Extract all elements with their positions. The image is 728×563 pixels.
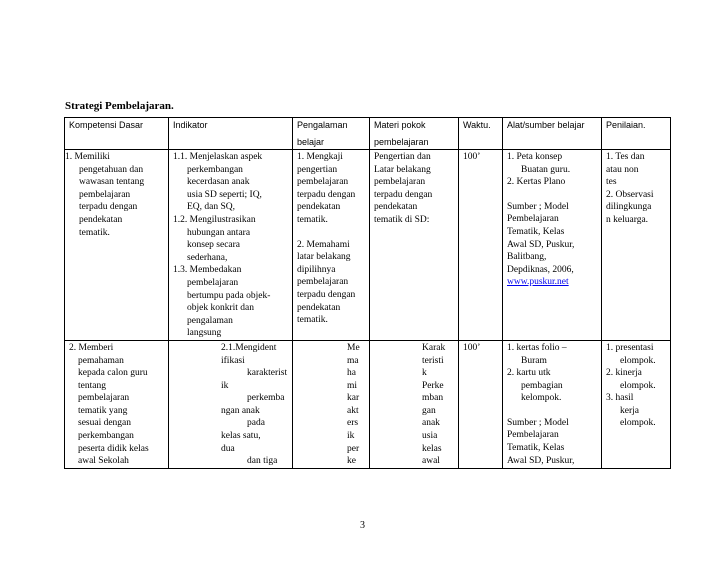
cell-line: pendekatan (297, 202, 341, 213)
cell-line: awal (422, 456, 440, 467)
cell-line: karakterist (247, 368, 288, 379)
row1-materi (370, 150, 459, 341)
cell-line: kerja (620, 405, 639, 416)
cell-line: pendekatan (79, 214, 123, 225)
strategy-table (64, 117, 671, 469)
cell-line: pembelajaran (187, 277, 239, 288)
cell-line: hubungan antara (187, 227, 251, 238)
row2-indikator (169, 340, 293, 468)
header-kompetensi: Kompetensi Dasar (65, 118, 169, 150)
cell-line: teristi (422, 355, 444, 366)
cell-line: Pembelajaran (507, 214, 559, 225)
cell-line: Sumber ; Model (507, 417, 569, 428)
cell-line: sederhana, (187, 252, 228, 263)
cell-line: Latar belakang (374, 164, 431, 175)
cell-line: pembelajaran (374, 177, 426, 188)
cell-line: pembagian (521, 380, 563, 391)
section-heading: Strategi Pembelajaran. (65, 100, 174, 112)
cell-line: 2.1.Mengident (221, 342, 277, 353)
cell-line: dua (221, 443, 235, 454)
header-waktu: Waktu. (459, 118, 503, 150)
row1-pengalaman (293, 150, 370, 341)
cell-line: Karak (422, 342, 446, 353)
row1-alat (503, 150, 602, 341)
cell-line: Tematik, Kelas (507, 443, 565, 454)
cell-line: Me (347, 342, 360, 353)
cell-line: ik (347, 431, 355, 442)
cell-line: 1. Peta konsep (507, 152, 563, 162)
cell-line: 1.3. Membedakan (173, 265, 242, 276)
table-header-row (65, 118, 671, 150)
cell-line: 3. hasil (606, 393, 634, 404)
cell-line: usia (422, 431, 438, 442)
cell-line: perkembangan (78, 431, 134, 442)
cell-line: kelas (422, 443, 442, 454)
cell-line: 1.1. Menjelaskan aspek (173, 152, 263, 162)
cell-line: Awal SD, Puskur, (507, 239, 575, 250)
cell-line: pengertian (297, 164, 338, 175)
cell-line: tematik yang (78, 405, 128, 416)
cell-line: elompok. (620, 418, 656, 429)
cell-line: kelas satu, (221, 431, 261, 442)
cell-line: pengalaman (187, 315, 233, 326)
row2-kompetensi (65, 340, 169, 468)
cell-line: latar belakang (297, 252, 351, 263)
cell-line: Buatan guru. (521, 164, 571, 175)
cell-line: langsung (187, 328, 222, 339)
cell-spacer (297, 227, 365, 239)
cell-line: 1.2. Mengilustrasikan (173, 214, 256, 225)
cell-line: ngan anak (221, 405, 260, 416)
cell-line: pendekatan (297, 302, 341, 313)
cell-line: Depdiknas, 2006, (507, 264, 574, 275)
cell-line: n keluarga. (606, 214, 649, 225)
cell-line: 2. kartu utk (507, 368, 551, 379)
cell-line: pembelajaran (79, 189, 131, 200)
cell-spacer (507, 405, 597, 417)
header-penilaian: Penilaian. (602, 118, 671, 150)
cell-line: pendekatan (374, 202, 418, 213)
row1-indikator (169, 150, 293, 341)
cell-line: Sumber ; Model (507, 201, 569, 212)
page-number: 3 (360, 520, 365, 531)
cell-line: kepada calon guru (78, 368, 148, 379)
cell-line: terpadu dengan (79, 202, 138, 213)
cell-line: Awal SD, Puskur, (507, 455, 575, 466)
header-line: belajar (297, 137, 325, 147)
row2-pengalaman (293, 340, 370, 468)
cell-line: wawasan tentang (79, 177, 145, 188)
cell-line: konsep secara (187, 240, 241, 251)
cell-line: 1. Mengkaji (297, 152, 343, 162)
cell-line: Balitbang, (507, 252, 547, 263)
cell-line: atau non (606, 164, 639, 175)
cell-line: ke (347, 456, 356, 467)
cell-line: dan tiga (247, 456, 278, 467)
table-row (65, 150, 671, 341)
puskur-link[interactable]: www.puskur.net (507, 277, 569, 288)
cell-line: perkembangan (187, 164, 243, 175)
cell-line: tematik. (297, 315, 328, 326)
cell-line: tematik. (79, 227, 110, 238)
header-line: pembelajaran (374, 137, 429, 147)
cell-line: awal Sekolah (78, 456, 129, 467)
cell-line: 2. Observasi (606, 189, 654, 200)
row2-materi (370, 340, 459, 468)
cell-line: ers (347, 418, 359, 429)
cell-line: 1. presentasi (606, 342, 654, 353)
cell-line: 2. Memberi (69, 342, 114, 353)
cell-line: per (347, 443, 360, 454)
cell-line: gan (422, 405, 436, 416)
row2-penilaian (602, 340, 671, 468)
cell-line: EQ, dan SQ, (187, 202, 236, 213)
cell-line: ifikasi (221, 355, 245, 366)
cell-line: ik (221, 380, 229, 391)
cell-line: tematik. (297, 214, 328, 225)
table-row (65, 340, 671, 468)
cell-line: dilingkunga (606, 202, 652, 213)
cell-line: pada (247, 418, 265, 429)
cell-line: 1. Tes dan (606, 152, 645, 162)
cell-line: 2. kinerja (606, 368, 642, 379)
cell-line: Pengertian dan (374, 152, 431, 162)
cell-line: 2. Memahami (297, 239, 350, 250)
cell-line: sesuai dengan (78, 418, 132, 429)
cell-line: peserta didik kelas (78, 443, 149, 454)
cell-line: k (422, 368, 427, 379)
row1-waktu: 100’ (459, 150, 503, 341)
row1-kompetensi (65, 150, 169, 341)
cell-line: elompok. (620, 355, 656, 366)
cell-line: 2. Kertas Plano (507, 177, 566, 188)
cell-line: tes (606, 177, 617, 188)
cell-line: objek konkrit dan (187, 303, 255, 314)
cell-line: pembelajaran (78, 393, 130, 404)
header-line: Pengalaman (297, 120, 348, 130)
header-pengalaman (293, 118, 370, 150)
cell-spacer (507, 189, 597, 201)
cell-line: tentang (78, 380, 106, 391)
cell-line: Buram (521, 355, 547, 366)
cell-line: ha (347, 368, 356, 379)
cell-line: pemahaman (78, 355, 124, 366)
cell-line: pembelajaran (297, 177, 349, 188)
cell-line: kelompok. (521, 393, 562, 404)
cell-line: kecerdasan anak (187, 177, 250, 188)
header-alat: Alat/sumber belajar (503, 118, 602, 150)
cell-line: bertumpu pada objek- (187, 290, 271, 301)
cell-line: terpadu dengan (374, 189, 433, 200)
cell-line: mban (422, 393, 444, 404)
cell-line: Perke (422, 380, 444, 391)
cell-line: tematik di SD: (374, 214, 430, 225)
cell-line: mi (347, 380, 358, 391)
cell-line: anak (422, 418, 440, 429)
cell-line: usia SD seperti; IQ, (187, 189, 262, 200)
cell-line: terpadu dengan (297, 189, 356, 200)
row2-waktu: 100’ (459, 340, 503, 468)
row2-alat (503, 340, 602, 468)
row1-penilaian (602, 150, 671, 341)
cell-line: 1. kertas folio – (507, 342, 567, 353)
header-materi (370, 118, 459, 150)
cell-line: elompok. (620, 380, 656, 391)
cell-line: pembelajaran (297, 277, 349, 288)
cell-line: 1. Memiliki (65, 152, 110, 162)
cell-line: perkemba (247, 393, 285, 404)
cell-line: ma (347, 355, 359, 366)
cell-line: kar (347, 393, 360, 404)
cell-line: Pembelajaran (507, 430, 559, 441)
cell-line: dipilihnya (297, 264, 336, 275)
cell-line: terpadu dengan (297, 289, 356, 300)
cell-line: akt (347, 405, 359, 416)
header-indikator: Indikator (169, 118, 293, 150)
header-line: Materi pokok (374, 120, 426, 130)
cell-line: pengetahuan dan (79, 164, 144, 175)
cell-line: Tematik, Kelas (507, 226, 565, 237)
